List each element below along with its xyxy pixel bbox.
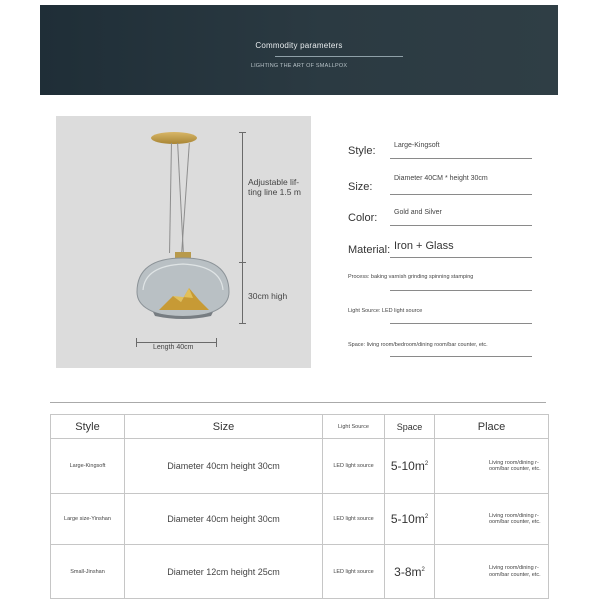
header-banner <box>40 5 558 95</box>
spec-size <box>348 177 538 195</box>
dimension-tick <box>239 262 246 263</box>
row-space-exponent: 2 <box>424 514 429 520</box>
spec-color <box>348 208 538 226</box>
spec-light-source: Light Source: LED light source <box>348 308 423 314</box>
length-label: Length 40cm <box>153 344 194 351</box>
table-header-light: Light Source <box>323 415 385 439</box>
adjustable-line-label: Adjustable lif-ting line 1.5 m <box>248 177 301 197</box>
spec-divider <box>390 290 532 291</box>
table-row <box>51 545 549 599</box>
parameters-table <box>50 414 549 599</box>
spec-material <box>348 240 538 258</box>
height-dimension-line <box>242 132 243 324</box>
row-space-exponent: 2 <box>421 566 425 573</box>
spec-color-value: Gold and Silver <box>394 209 442 216</box>
length-dimension-line <box>136 342 216 343</box>
spec-divider <box>390 356 532 357</box>
dimension-tick <box>136 338 137 347</box>
spec-divider <box>390 158 532 159</box>
suspension-wire <box>169 143 172 253</box>
dimension-tick <box>216 338 217 347</box>
spec-space: Space: living room/bedroom/dining room/bar counter, etc. <box>348 342 488 348</box>
height-label: 30cm high <box>248 291 288 301</box>
table-header-place: Place <box>435 415 549 439</box>
table-row <box>51 494 549 545</box>
row-place-text: Living room/dining r-oom/bar counter, etc. <box>489 512 541 525</box>
banner-subtitle: LIGHTING THE ART OF SMALLPOX <box>250 63 348 69</box>
row-style: Small-Jinshan <box>51 545 125 599</box>
dimension-tick <box>239 132 246 133</box>
spec-style <box>348 141 538 159</box>
spec-size-value: Diameter 40CM * height 30cm <box>394 175 488 182</box>
table-row <box>51 439 549 494</box>
spec-divider <box>390 323 532 324</box>
section-divider <box>50 402 546 403</box>
dimension-tick <box>239 323 246 324</box>
row-space <box>385 545 435 599</box>
row-space <box>385 439 435 494</box>
pendant-lamp-image <box>133 252 233 320</box>
row-place-text: Living room/dining r-oom/bar counter, etc. <box>489 565 541 578</box>
row-light: LED light source <box>323 494 385 545</box>
suspension-wire <box>181 143 190 253</box>
banner-divider <box>275 56 403 57</box>
row-size: Diameter 40cm height 30cm <box>125 439 323 494</box>
spec-style-key: Style: <box>348 145 376 157</box>
row-place <box>435 439 549 494</box>
table-header-space: Space <box>385 415 435 439</box>
spec-process: Process: baking varnish grinding spinning stamping <box>348 274 474 280</box>
row-space-exponent: 2 <box>424 461 429 467</box>
product-photo <box>56 116 311 368</box>
row-space-value: 5-10m <box>390 459 425 473</box>
row-size: Diameter 12cm height 25cm <box>125 545 323 599</box>
row-space-value: 5-10m <box>390 512 425 526</box>
spec-divider <box>390 257 532 258</box>
row-place <box>435 494 549 545</box>
table-header-size: Size <box>125 415 323 439</box>
row-place-text: Living room/dining r-oom/bar counter, etc. <box>489 459 541 472</box>
spec-material-value: Iron + Glass <box>394 240 454 252</box>
spec-color-key: Color: <box>348 212 378 224</box>
spec-divider <box>390 225 532 226</box>
row-style: Large-Kingsoft <box>51 439 125 494</box>
row-place <box>435 545 549 599</box>
spec-style-value: Large-Kingsoft <box>394 142 440 149</box>
ceiling-canopy <box>151 132 197 144</box>
spec-material-key: Material: <box>348 244 391 256</box>
table-header-row <box>51 415 549 439</box>
spec-divider <box>390 194 532 195</box>
row-space-value: 3-8m <box>394 564 422 579</box>
table-header-style: Style <box>51 415 125 439</box>
banner-title: Commodity parameters <box>255 41 343 50</box>
row-light: LED light source <box>323 439 385 494</box>
spec-size-key: Size: <box>348 181 373 193</box>
row-style: Large size-Yinshan <box>51 494 125 545</box>
row-size: Diameter 40cm height 30cm <box>125 494 323 545</box>
row-light: LED light source <box>323 545 385 599</box>
row-space <box>385 494 435 545</box>
